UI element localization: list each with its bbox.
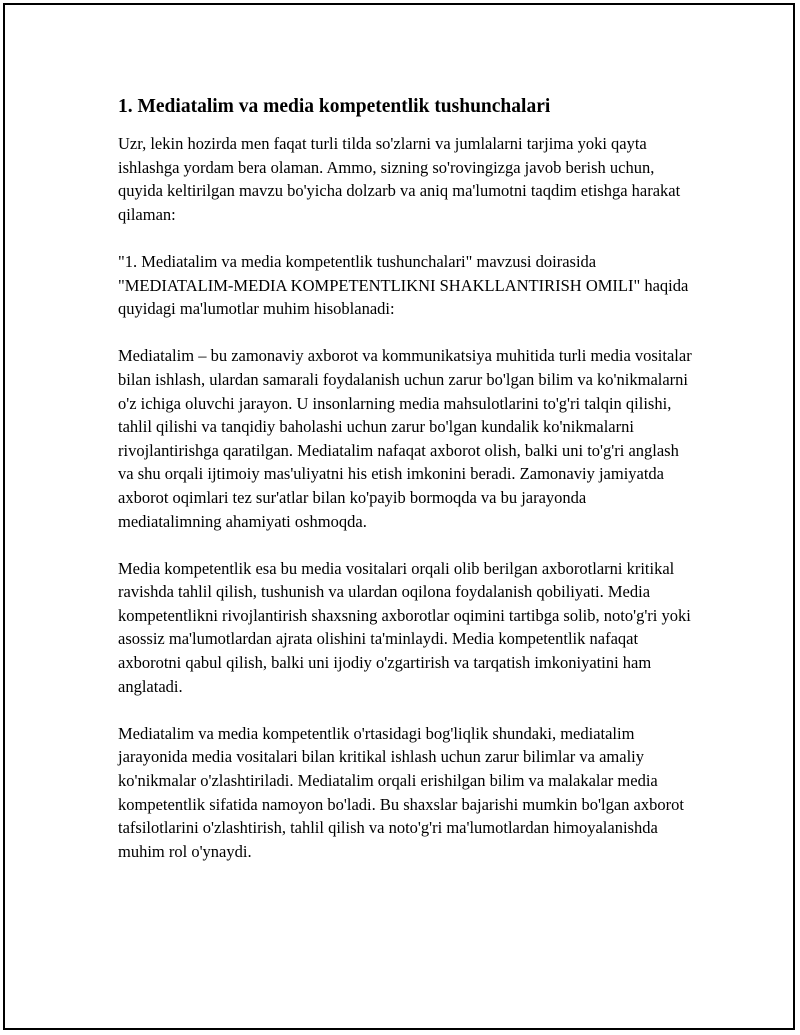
document-body bbox=[118, 95, 693, 887]
paragraph-media-kompetentlik: Media kompetentlik esa bu media vositalari orqali olib berilgan axborotlarni kritikal ravishda tahlil qilish, tushunish va ulardan oqilona foydalanish qobiliyati. Media kompetentlikni rivojlantirish shaxsning axborotlar oqimini tartibga solib, noto'g'ri yoki asossiz ma'lumotlardan ajrata olishini ta'minlaydi. Media kompetentlik nafaqat axborotni qabul qilish, balki uni ijodiy o'zgartirish va tarqatish imkoniyatini ham anglatadi. bbox=[118, 558, 691, 696]
document-heading: 1. Mediatalim va media kompetentlik tushunchalari bbox=[118, 96, 551, 117]
paragraph-relationship: Mediatalim va media kompetentlik o'rtasidagi bog'liqlik shundaki, mediatalim jarayonida media vositalari bilan kritikal ishlash uchun zarur bilimlar va amaliy ko'nikmalar o'zlashtiriladi. Mediatalim orqali erishilgan bilim va malakalar media kompetentlik sifatida namoyon bo'ladi. Bu shaxslar bajarishi mumkin bo'lgan axborot tafsilotlarini o'zlashtirish, tahlil qilish va noto'g'ri ma'lumotlardan himoyalanishda muhim rol o'ynaydi. bbox=[118, 723, 684, 861]
paragraph-topic: "1. Mediatalim va media kompetentlik tushunchalari" mavzusi doirasida "MEDIATALIM-MEDIA KOMPETENTLIKNI SHAKLLANTIRISH OMILI" haqida quyidagi ma'lumotlar muhim hisoblanadi: bbox=[118, 251, 689, 319]
paragraph-mediatalim: Mediatalim – bu zamonaviy axborot va kommunikatsiya muhitida turli media vositalar bilan ishlash, ulardan samarali foydalanish uchun zarur bo'lgan bilim va ko'nikmalarni o'z ichiga oluvchi jarayon. U insonlarning media mahsulotlarini to'g'ri talqin qilishi, tahlil qilishi va tanqidiy baholashi uchun zarur bo'lgan kundalik ko'nikmalarni rivojlantirishga qaratilgan. Mediatalim nafaqat axborot olish, balki uni to'g'ri anglash va shu orqali ijtimoiy mas'uliyatni his etish imkonini beradi. Zamonaviy jamiyatda axborot oqimlari tez sur'atlar bilan ko'payib bormoqda va bu jarayonda mediatalimning ahamiyati oshmoqda. bbox=[118, 346, 692, 531]
paragraph-intro: Uzr, lekin hozirda men faqat turli tilda so'zlarni va jumlalarni tarjima yoki qayta ishlashga yordam bera olaman. Ammo, sizning so'rovingizga javob berish uchun, quyida keltirilgan mavzu bo'yicha dolzarb va aniq ma'lumotni taqdim etishga harakat qilaman: bbox=[118, 134, 681, 224]
